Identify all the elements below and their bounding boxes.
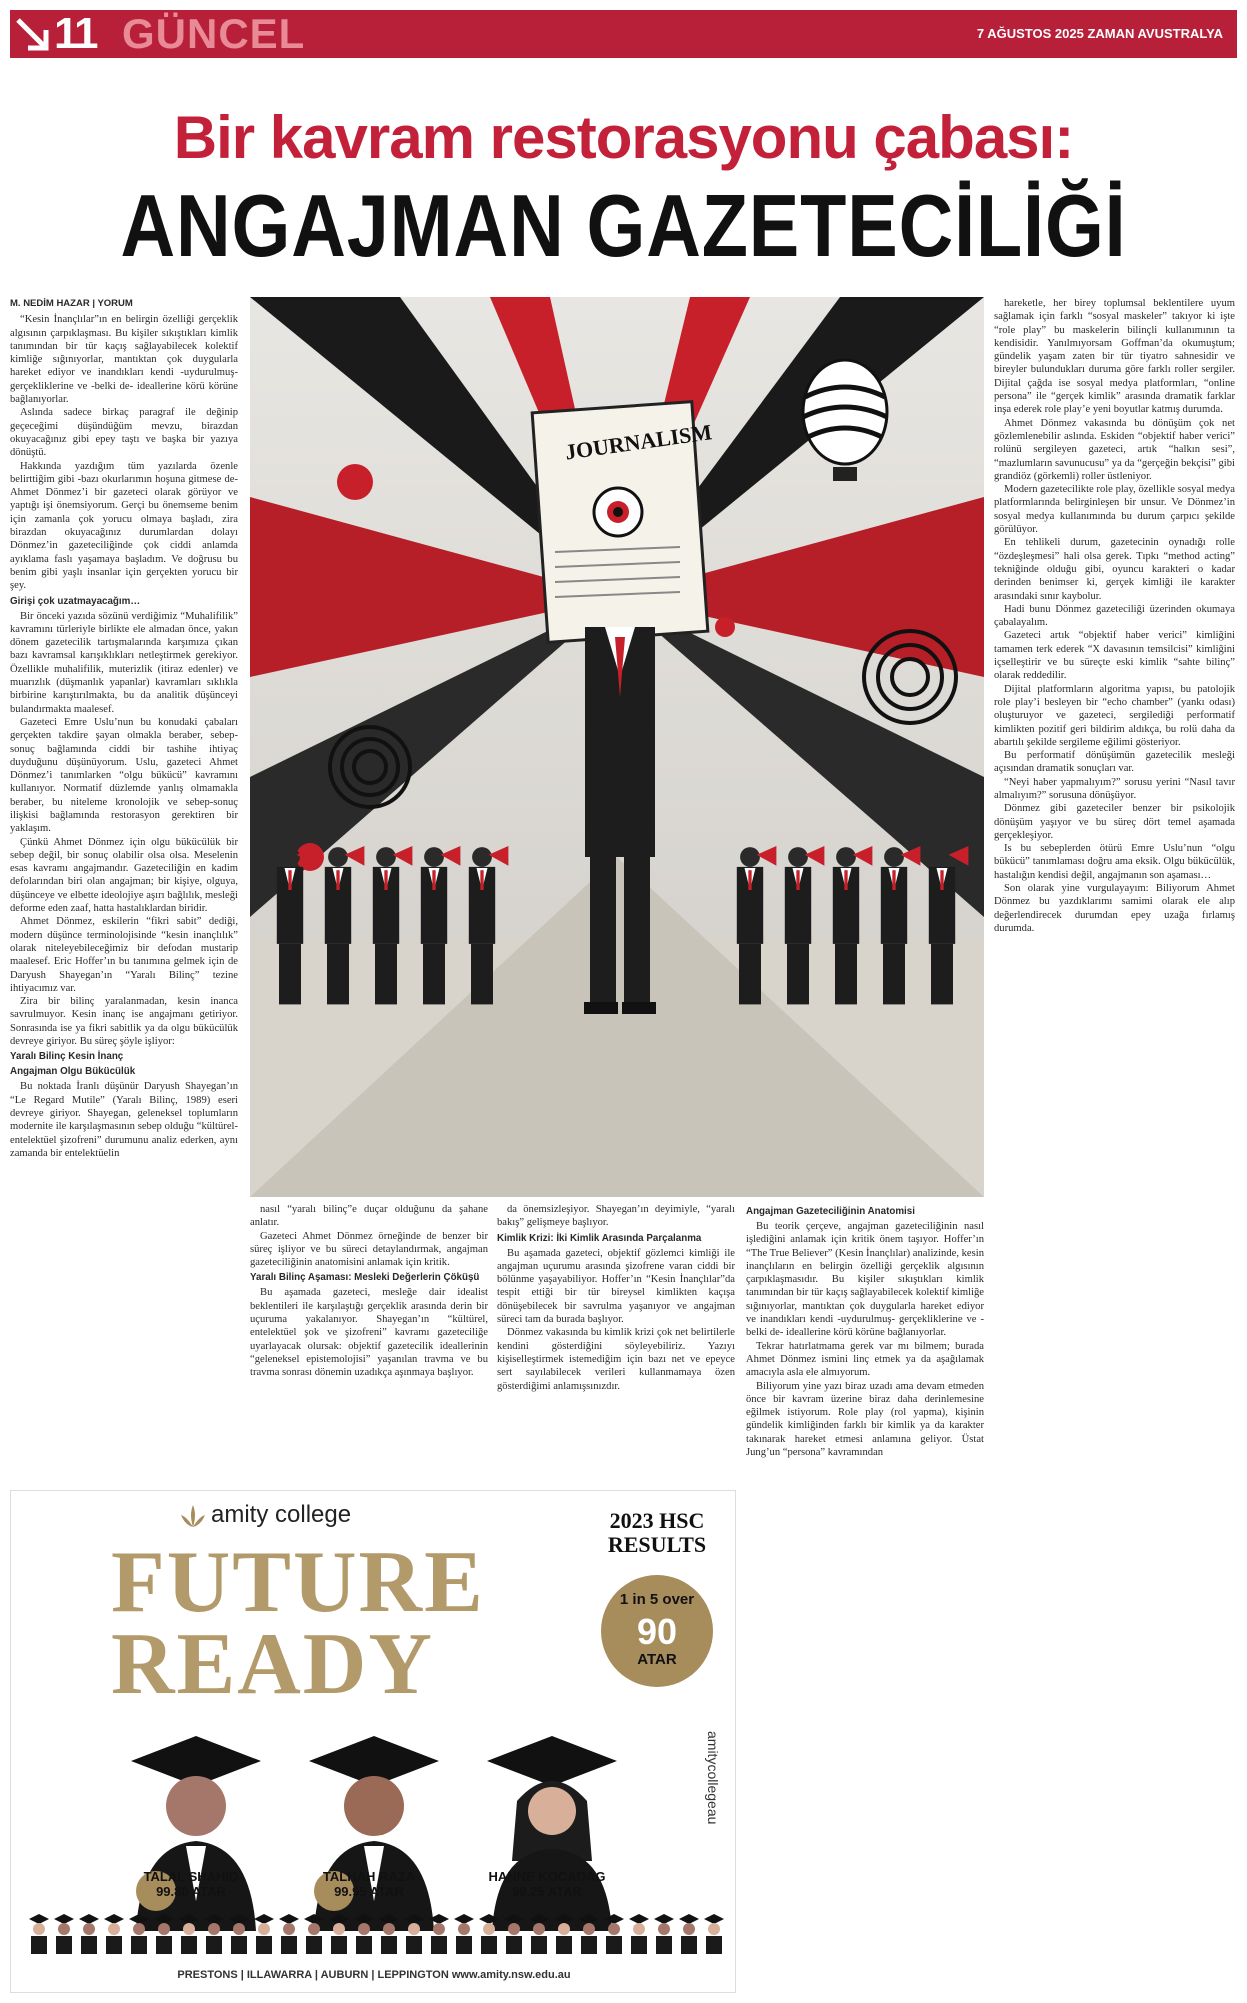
byline: M. NEDİM HAZAR | YORUM (10, 298, 133, 309)
subheading: Angajman Gazeteciliğinin Anatomisi (746, 1206, 915, 1217)
paragraph: Hakkında yazdığım tüm yazılarda özenle belirttiğim gibi -bazı okurlarımın hoşuna gitmese de- Ahmet Dönmez’i bir gazeteci olarak görüyor ve yaptığı işi önemsiyorum. Gerçi bu önemseme benim için zamanla çok yorucu olmaya başladı, zira birazdan okuyacağınız durumlardan dolayı Dönmez’in gazeteciliğinde çok ciddi anlamda ayıklama faslı yaşamaya başladım. Ve doğrusu bu benim gibi yaşlı insanlar için gerçekten yorucu bir şey. (10, 460, 238, 592)
lotus-logo-icon (179, 1503, 207, 1529)
article-column-5 (994, 297, 1235, 1993)
ad-title-future: FUTURE (111, 1534, 485, 1631)
paragraph: Gazeteci Emre Uslu’nun bu konudaki çabaları gerçekten takdire şayan olmakla beraber, sebep-sonuç bağlamında ciddi bir tashihe ihtiyaç duyduğunu düşünüyorum. Uslu, gazeteci Ahmet Dönmez’i tanımlarken “olgu bükücü” kavramını kullanıyor. Normatif düzlemde yanlış olmamakla beraber, bu niteleme kronolojik ve sebep-sonuç ilişkisi bağlamında restorasyon gerektiren bir yaklaşım. (10, 716, 238, 835)
student-thumbnail (404, 1914, 424, 1954)
journalism-illustration (250, 297, 984, 1197)
student-thumbnail (254, 1914, 274, 1954)
column-4-paragraphs (746, 1220, 984, 1459)
column-1-paragraphs-b (10, 610, 238, 1049)
student-thumbnail (354, 1914, 374, 1954)
article-illustration (250, 297, 984, 1197)
paragraph: Son olarak yine vurgulayayım: Biliyorum Ahmet Dönmez bu yazdıklarımı samimi olarak ele alıp değerlendirecek durumdan epey uzağa fırlamış durumda. (994, 883, 1235, 934)
student-thumbnail (579, 1914, 599, 1954)
column-3-paragraphs-b (497, 1247, 735, 1393)
paragraph: Dönmez gibi gazeteciler benzer bir psikolojik dönüşüm yaşıyor ve bu süreç dört temel aşamada gerçekleşiyor. (994, 803, 1235, 841)
student-thumbnail (229, 1914, 249, 1954)
student-grid (21, 1909, 727, 1967)
paragraph: Gazeteci Ahmet Dönmez örneğinde de benzer bir süreç işliyor ve bu süreci detaylandırmak, angajman gazeteciliğinin anatomisini anlamak için kritik. (250, 1230, 488, 1269)
paragraph: “Kesin İnançlılar”ın en belirgin özelliği gerçeklik algısının çarpıklaşması. Bu kişiler sıkıştıkları kimlik tanımından bir tür kaçış sağlayabilecek kolektif kimliğe sığınıyorlar, mantıktan çok duygularla hareket ediyor ve inandıkları kendi -uydurulmuş-gerçekliklerine ve -belki de- ideallerine körü körüne bağlanıyorlar. (10, 314, 238, 406)
student-thumbnail (204, 1914, 224, 1954)
student-thumbnail (329, 1914, 349, 1954)
paragraph: En tehlikeli durum, gazetecinin oynadığı rolle “özdeşleşmesi” hali olsa gerek. Tıpkı “method acting” tekniğinde olduğu gibi, oyuncu karakteri o kadar derinden benimser ki, gerçek kimliği ile karakter arasındaki sınır kaybolur. (994, 537, 1235, 602)
social-handle[interactable]: amitycollegeau (705, 1731, 721, 1825)
paragraph: Bu performatif dönüşümün gazetecilik mesleği açısından dramatik sonuçları var. (994, 750, 1235, 775)
student-thumbnail (304, 1914, 324, 1954)
ad-footer[interactable]: PRESTONS | ILLAWARRA | AUBURN | LEPPINGTON www.amity.nsw.edu.au (177, 1969, 571, 1981)
paragraph: Ahmet Dönmez vakasında bu dönüşüm çok net gözlemlenebilir aslında. Eskiden “objektif haber verici” rolünü sergileyen gazeteci, artık “halkın sesi”, “mazlumların savunucusu” ya da “gerçeğin bekçisi” gibi grandiöz (görkemli) roller üstleniyor. (994, 417, 1235, 482)
dateline: 7 AĞUSTOS 2025 ZAMAN AVUSTRALYA (976, 26, 1223, 41)
paragraph: nasıl “yaralı bilinç”e duçar olduğunu da şahane anlatır. (250, 1204, 488, 1229)
paragraph: Modern gazetecilikte role play, özellikle sosyal medya platformlarında belirginleşen bir unsur. Ve Dönmez’in sosyal medya kullanımında bu durum çarpıcı şekilde görülüyor. (994, 484, 1235, 536)
results-line-2: RESULTS (607, 1532, 707, 1557)
badge-unit: ATAR (637, 1651, 677, 1668)
ad-title-ready: READY (111, 1616, 434, 1713)
paragraph: Hadi bunu Dönmez gazeteciliği üzerinden okumaya çabalayalım. (994, 603, 1235, 629)
student-thumbnail (154, 1914, 174, 1954)
student-thumbnail (554, 1914, 574, 1954)
paragraph: Gazeteci artık “objektif haber verici” kimliğini tamamen terk ederek “X davasının temsilcisi” kimliğini içselleştirir ve bu süreçte eski kimlik “sahte bilinç” olarak reddedilir. (994, 630, 1235, 682)
student-thumbnail (654, 1914, 674, 1954)
student-thumbnail (54, 1914, 74, 1954)
ad-results-heading (587, 1509, 727, 1557)
student-thumbnail (704, 1914, 724, 1954)
article-column-3 (497, 1203, 735, 1479)
subheading: Yaralı Bilinç Kesin İnanç (10, 1051, 124, 1063)
atar-badge (601, 1575, 713, 1687)
paragraph: Çünkü Ahmet Dönmez için olgu bükücülük bir sebep değil, bir sonuç olabilir olsa olsa. Meselenin esas kavramı angajmandır. Gazeteciliğin en kadim defolarından biri olan angajman; bir kişiye, olguya, düşünceye ve elbette ideolojiye aşırı bağlılık, mesleği deforme eden zaaf, hatta hastalıklardan biridir. (10, 836, 238, 915)
results-line-1: 2023 HSC (609, 1508, 705, 1533)
subheading: Yaralı Bilinç Aşaması: Mesleki Değerlerin Çöküşü (250, 1272, 480, 1284)
student-thumbnail (604, 1914, 624, 1954)
student-thumbnail (279, 1914, 299, 1954)
arrow-icon (14, 16, 50, 52)
paragraph: “Neyi haber yapmalıyım?” sorusu yerini “Nasıl tavır almalıyım?” sorusuna dönüşüyor. (994, 776, 1235, 801)
paragraph: Dijital platformların algoritma yapısı, bu patolojik role play’i besleyen bir “echo chamber” (yankı odası) oluşturuyor ve gazeteci, sergilediği performatif kimlikten pozitif geri bildirim aldıkça, bu rolü daha da abartılı şekilde sergileme eğilimi gösteriyor. (994, 683, 1235, 748)
advertisement-amity-college[interactable] (10, 1490, 736, 1993)
student-thumbnail (479, 1914, 499, 1954)
paragraph: Bu noktada İranlı düşünür Daryush Shayegan’ın “Le Regard Mutile” (Yaralı Bilinç, 1989) eseri devreye giriyor. Shayegan, geleneksel toplumların modernite ile karşılaşmasının sebep olduğu “kültürel-entelektüel şizofreni” durumunu analiz ederken, aynı zamanda bir entelektüelin (10, 1081, 238, 1159)
paragraph: Ahmet Dönmez, eskilerin “fikri sabit” dediği, modern düşünce terminolojisinde “kesin inançlılık” olarak niteleyebileceğimiz bir defodan mustarip maalesef. Eric Hoffer’ın bu tanımına gelmek için de Daryush Shayegan’ın “Yaralı Bilinç” tezine ihtiyacımız var. (10, 916, 238, 994)
paragraph: Tekrar hatırlatmama gerek var mı bilmem; burada Ahmet Dönmez ismini linç etmek ya da aşağılamak amacıyla asla ele almıyorum. (746, 1340, 984, 1379)
column-5-paragraphs (994, 297, 1235, 935)
page-number: 11 (54, 9, 97, 58)
student-thumbnail (29, 1914, 49, 1954)
student-portrait (111, 1731, 281, 1931)
student-portrait (289, 1731, 459, 1931)
column-1-paragraphs-c (10, 1080, 238, 1160)
paragraph: Zira bir bilinç yaralanmadan, kesin inanca savrulmuyor. Kesin inanç ise angajmanı getiriyor. Sonrasında ise ya fikri sabitlik ya da olgu bükücülük devreye giriyor. Bu süreç şöyle işliyor: (10, 996, 238, 1048)
paragraph: Biliyorum yine yazı biraz uzadı ama devam etmeden önce bir kavram üzerine biraz daha derinlemesine eğilmek istiyorum. Role play (rol yapma), kişinin gündelik kimliğinden farklı bir kimlik ya da karakter takınarak hareket etmesi anlamına geliyor. Üstat Jung’un “persona” kavramından (746, 1380, 984, 1459)
paragraph: Bir önceki yazıda sözünü verdiğimiz “Muhalifilik” kavramını türleriyle birlikte ele almadan önce, yakın dönem gazetecilik tartışmalarında karşımıza çıkan bazı kavramsal karışıklıkları netleştirmek gerekiyor. Özellikle muhalifilik, muterizlik (itiraz edenler) ve muarızlık (düşmanlık yapanlar) kavramları sıklıkla birbirine karıştırılmakta, bu da analitik düşünceyi bulandırmakta maalesef. (10, 610, 238, 715)
column-2-paragraphs (250, 1203, 488, 1269)
article-column-2 (250, 1203, 488, 1479)
paragraph: da önemsizleşiyor. Shayegan’ın deyimiyle, “yaralı bakış” gelişmeye başlıyor. (497, 1204, 735, 1229)
article-column-1 (10, 297, 238, 1479)
subheading: Angajman Olgu Bükücülük (10, 1066, 136, 1078)
student-thumbnail (429, 1914, 449, 1954)
paragraph: Bu aşamada gazeteci, mesleğe dair idealist beklentileri ile karşılaştığı gerçeklik arasında derin bir uçuruma yakalanıyor. Shayegan’ın “kültürel, entelektüel şok ve şizofreni” kavramı gazeteciliğe uyarlayacak olursak: objektif gazetecilik ideallerinin “geleneksel epistemolojisi” yaşanılan travma ve bu travma sonrası dönemin uzadıkça aşınmaya başlıyor. (250, 1287, 488, 1379)
headline: ANGAJMAN GAZETECİLİĞİ (120, 176, 1127, 275)
student-1-caption: TALAL SHAHID 99.80 ATAR (143, 1869, 239, 1899)
paragraph: Bu aşamada gazeteci, objektif gözlemci kimliği ile angajman uçurumu arasında şizofrene varan ciddi bir bölünme yaşayabiliyor. Hoffer’ın “Kesin İnançlılar”da tespit ettiği bir tür bireysel kimlikten kaçışa dönüşebilecek bir savrulma yaşanıyor ve angajman süreci tam da burada başlıyor. (497, 1247, 735, 1326)
badge-line-1: 1 in 5 over (619, 1591, 695, 1608)
section-name: GÜNCEL (122, 10, 306, 57)
student-thumbnail (629, 1914, 649, 1954)
article-column-4 (746, 1203, 984, 1993)
column-3-paragraphs (497, 1203, 735, 1230)
section-header-bar (10, 10, 1237, 58)
ad-brand: amity college (211, 1501, 352, 1528)
student-thumbnail (504, 1914, 524, 1954)
subheading: Kimlik Krizi: İki Kimlik Arasında Parçalanma (497, 1232, 702, 1244)
badge-number: 90 (636, 1611, 678, 1652)
paragraph: Is bu sebeplerden ötürü Emre Uslu’nun “olgu bükücü” tanımlaması doğru ama eksik. Olgu bükücülük, hastalığın kendisi değil, angajmanın son aşaması… (994, 843, 1235, 881)
student-thumbnail (454, 1914, 474, 1954)
paragraph: hareketle, her birey toplumsal beklentilere uyum sağlamak için farklı “sosyal maskeler” takıyor ki işte “role play” bu maskelerin bilinçli kullanımının ta kendisidir. Yanılmıyorsam Goffman’da okumuştum; gündelik yaşam zaten bir tür tiyatro sahnesidir ve bireyler bulundukları duruma göre farklı roller sergiler. Dijital çağda ise sosyal medya platformları, “online persona” ile “gerçek kimlik” arasında dramatik farklar inşa ederek role play’e yeni boyutlar katmış durumda. (994, 298, 1235, 416)
paragraph: Dönmez vakasında bu kimlik krizi çok net belirtilerle kendini gösterdiğini söyleyebiliriz. Yazıyı kişiselleştirmek istemediğim için bazı net ve epeyce sert sayılabilecek verileri kullanmamaya özen gösterdiğimi anlamışsınızdır. (497, 1327, 735, 1392)
student-thumbnail (529, 1914, 549, 1954)
headline-kicker: Bir kavram restorasyonu çabası: (173, 104, 1074, 171)
newspaper-title: JOURNALISM (563, 419, 714, 465)
student-thumbnail (679, 1914, 699, 1954)
column-1-paragraphs (10, 313, 238, 592)
student-thumbnail (79, 1914, 99, 1954)
student-thumbnail (129, 1914, 149, 1954)
subheading: Girişi çok uzatmayacağım… (10, 595, 141, 607)
student-thumbnail (104, 1914, 124, 1954)
paragraph: Aslında sadece birkaç paragraf ile değinip geçeceğimi düşündüğüm mevzu, birazdan okuyacağınız gibi epey taştı ve başka bir yazıya dönüştü. (10, 407, 238, 459)
student-3-caption: HANNE KOCADAG 99.25 ATAR (488, 1869, 606, 1899)
student-thumbnail (179, 1914, 199, 1954)
student-2-caption: TALHAH RAZA 99.95 ATAR (322, 1869, 416, 1899)
student-portrait (467, 1731, 637, 1931)
student-thumbnail (379, 1914, 399, 1954)
paragraph: Bu teorik çerçeve, angajman gazeteciliğinin nasıl işlediğini anlamak için kritik önem taşıyor. Hoffer’ın “The True Believer” (Kesin İnançlılar) analizinde, kesin inançlıların en belirgin özelliği gerçeklik algısının çarpıklaşmasıdır. Bu kişiler sıkıştıkları kimlik tanımından bir tür kaçış sağlayabilecek kolektif kimliğe sığınıyorlar, mantıktan çok duygularla hareket ediyor ve inandıkları kendi -uydurulmuş- gerçekliklerine ve -belki de- ideallerine körü körüne bağlanıyorlar. (746, 1221, 984, 1339)
column-2-paragraphs-b (250, 1286, 488, 1379)
